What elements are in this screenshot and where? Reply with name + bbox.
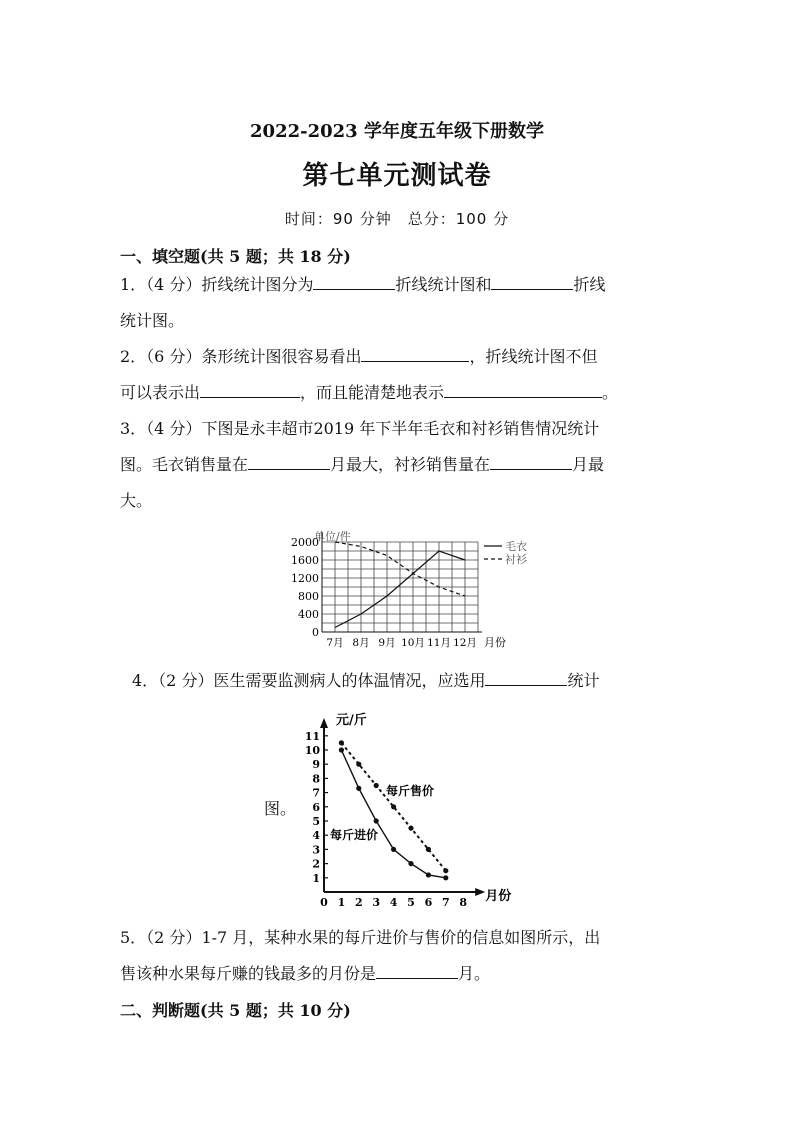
question-2-line-2 [120,380,618,403]
y-tick-label: 5 [312,815,320,828]
q3-text-e: 大。 [120,491,153,510]
x-tick-label: 1 [337,896,346,908]
section-1-title: 一、填空题(共 5 题；共 18 分) [120,247,351,266]
question-1-line-1 [120,272,605,295]
q3-blank-2[interactable] [490,453,572,470]
q2-text-a: 2．（6 分）条形统计图很容易看出 [120,347,362,366]
y-axis-label: 单位/件 [314,530,351,543]
y-tick-label: 2000 [291,536,319,549]
y-tick-label: 1 [312,871,320,885]
y-tick-label: 800 [298,590,319,603]
q5-text-c: 月。 [458,964,491,983]
legend-label: 毛衣 [505,540,527,553]
q1-text-c: 折线 [573,275,606,294]
q3-text-c: 月最大，衬衫销售量在 [330,455,491,474]
q5-text-b: 售该种水果每斤赚的钱最多的月份是 [120,964,377,983]
series-label-purchase-price: 每斤进价 [330,828,379,842]
fruit-price-line-chart [300,708,525,908]
x-tick-label: 7 [441,896,450,908]
y-tick-label: 2 [312,857,320,871]
y-tick-label: 11 [304,729,320,743]
q2-blank-3[interactable] [444,381,602,398]
y-tick-label: 1600 [291,554,319,567]
x-tick-label: 3 [372,896,381,908]
x-axis-arrow [475,888,485,896]
q2-blank-2[interactable] [200,381,300,398]
paper-title: 2022-2023 学年度五年级下册数学 [250,121,544,142]
exam-meta: 时间：90 分钟 总分：100 分 [284,210,510,228]
y-axis-arrow [320,718,328,728]
data-point [426,847,431,852]
x-axis-label: 月份 [485,889,512,904]
x-tick-label: 0 [320,896,328,908]
data-point [356,786,361,791]
data-point [374,818,379,823]
x-tick-label: 8月 [352,637,370,649]
q2-text-e: 。 [602,383,619,402]
data-point [339,740,344,745]
y-tick-label: 400 [298,608,319,621]
data-point [391,804,396,809]
series-line-2 [341,750,445,878]
q1-text-b: 折线统计图和 [395,275,492,294]
x-axis-label: 月份 [484,636,506,649]
q3-text-d: 月最 [572,455,605,474]
q1-text-d: 统计图。 [120,311,185,330]
x-tick-label: 10月 [401,637,425,649]
q3-text-a: 3．（4 分）下图是永丰超市2019 年下半年毛衣和衬衫销售情况统计 [120,419,600,438]
question-5-line-2 [120,961,490,984]
q1-blank-2[interactable] [491,273,573,290]
y-tick-label: 7 [312,786,320,800]
paper-subtitle: 第七单元测试卷 [302,161,492,191]
question-1-line-2 [120,308,184,331]
q2-text-c: 可以表示出 [120,383,201,402]
data-point [443,868,448,873]
y-tick-label: 4 [312,829,320,843]
q1-text-a: 1．（4 分）折线统计图分为 [120,275,314,294]
data-point [339,747,344,752]
series-label-selling-price: 每斤售价 [386,784,435,798]
data-point [408,826,413,831]
sales-line-chart [280,528,550,650]
q3-text-b: 图。毛衣销售量在 [120,455,249,474]
x-tick-label: 5 [407,896,415,908]
legend-label: 衬衫 [505,553,527,566]
q2-text-d: ，而且能清楚地表示 [300,383,445,402]
x-tick-label: 8 [459,896,468,908]
data-point [356,762,361,767]
y-tick-label: 10 [304,744,320,757]
x-tick-label: 4 [389,896,398,908]
section-2-title: 二、判断题(共 5 题；共 10 分) [120,1001,351,1020]
q4-text-c: 图。 [264,799,297,818]
x-tick-label: 12月 [453,637,477,649]
y-tick-label: 8 [312,772,320,786]
y-tick-label: 0 [312,626,319,639]
data-point [391,847,396,852]
question-4-line-1 [132,668,599,691]
q5-text-a: 5．（2 分）1-7 月，某种水果的每斤进价与售价的信息如图所示，出 [120,928,601,947]
x-tick-label: 7月 [326,637,344,649]
y-axis-label: 元/斤 [336,713,367,728]
q2-text-b: ，折线统计图不但 [469,347,598,366]
question-3-line-2 [120,452,604,475]
y-tick-label: 3 [312,843,320,857]
y-tick-label: 1200 [291,572,319,585]
question-2-line-1 [120,344,597,367]
question-3-line-3 [120,488,152,511]
x-tick-label: 6 [424,896,433,908]
q2-blank-1[interactable] [361,345,469,362]
data-point [443,875,448,880]
x-tick-label: 9月 [378,637,396,649]
data-point [426,872,431,877]
data-point [374,783,379,788]
y-tick-label: 6 [312,800,320,814]
q3-blank-1[interactable] [248,453,330,470]
question-3-line-1 [120,416,599,439]
y-tick-label: 9 [312,758,320,772]
q1-blank-1[interactable] [313,273,395,290]
x-tick-label: 2 [354,896,363,908]
q4-text-a: 4．（2 分）医生需要监测病人的体温情况，应选用 [132,671,486,690]
question-4-line-2 [264,796,296,819]
q4-blank-1[interactable] [485,669,567,686]
q4-text-b: 统计 [567,671,600,690]
x-tick-label: 11月 [427,637,451,649]
q5-blank-1[interactable] [376,962,458,979]
question-5-line-1 [120,925,600,948]
data-point [408,861,413,866]
